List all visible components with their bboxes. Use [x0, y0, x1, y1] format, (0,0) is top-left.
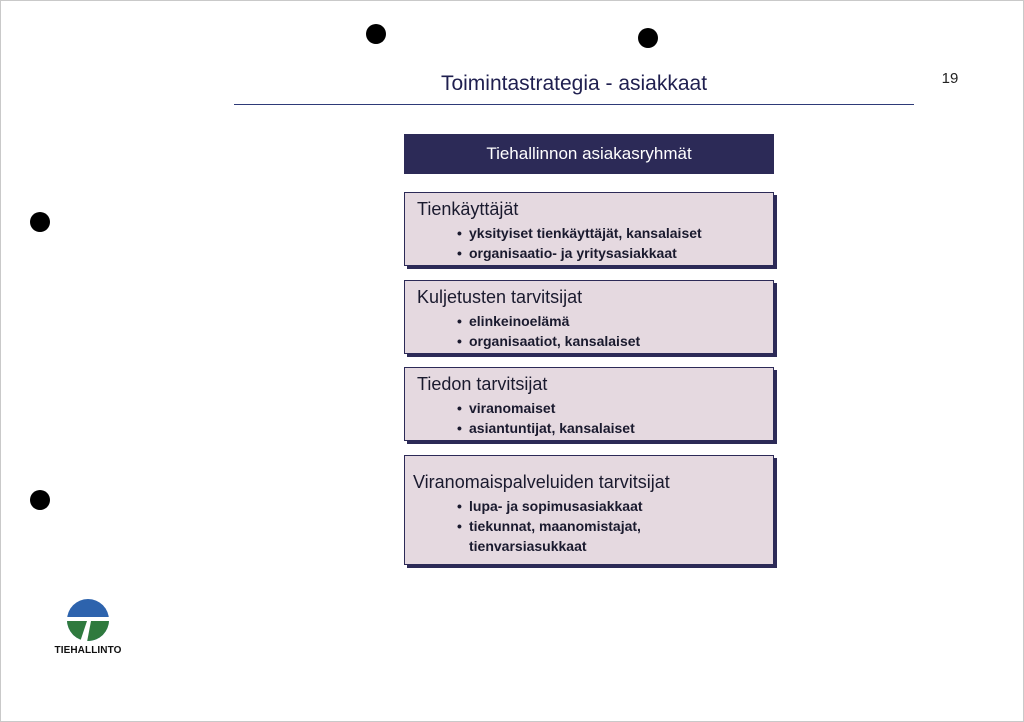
punch-hole — [30, 212, 50, 232]
group-box-transport-needers — [404, 280, 774, 354]
list-item: • elinkeinoelämä — [457, 313, 570, 329]
tiehallinto-logo-icon — [66, 598, 110, 642]
group-box-information-needers — [404, 367, 774, 441]
list-item: tienvarsiasukkaat — [469, 538, 587, 554]
group-title: Kuljetusten tarvitsijat — [417, 287, 583, 307]
page-title: Toimintastrategia - asiakkaat — [440, 72, 708, 95]
group-title: Tiedon tarvitsijat — [417, 374, 548, 394]
page-number: 19 — [941, 70, 959, 87]
list-item: • lupa- ja sopimusasiakkaat — [457, 498, 643, 514]
group-box-road-users — [404, 192, 774, 266]
group-bullet-list — [457, 398, 635, 438]
customer-groups-header-label: Tiehallinnon asiakasryhmät — [486, 144, 692, 163]
logo-wordmark: TIEHALLINTO — [54, 645, 122, 656]
list-item: • viranomaiset — [457, 400, 556, 416]
list-item: • organisaatiot, kansalaiset — [457, 333, 641, 349]
group-bullet-list — [457, 311, 640, 351]
punch-hole — [638, 28, 658, 48]
group-bullet-list — [457, 223, 702, 263]
list-item: • tiekunnat, maanomistajat, — [457, 518, 641, 534]
customer-groups-header — [404, 134, 774, 174]
group-title: Viranomaispalveluiden tarvitsijat — [413, 472, 670, 492]
group-title: Tienkäyttäjät — [417, 199, 519, 219]
punch-hole — [30, 490, 50, 510]
group-box-authority-service-needers — [404, 455, 774, 565]
list-item: • asiantuntijat, kansalaiset — [457, 420, 635, 436]
punch-hole — [366, 24, 386, 44]
group-bullet-list — [457, 496, 643, 556]
list-item: • yksityiset tienkäyttäjät, kansalaiset — [457, 225, 702, 241]
list-item: • organisaatio- ja yritysasiakkaat — [457, 245, 677, 261]
title-divider — [234, 104, 914, 105]
